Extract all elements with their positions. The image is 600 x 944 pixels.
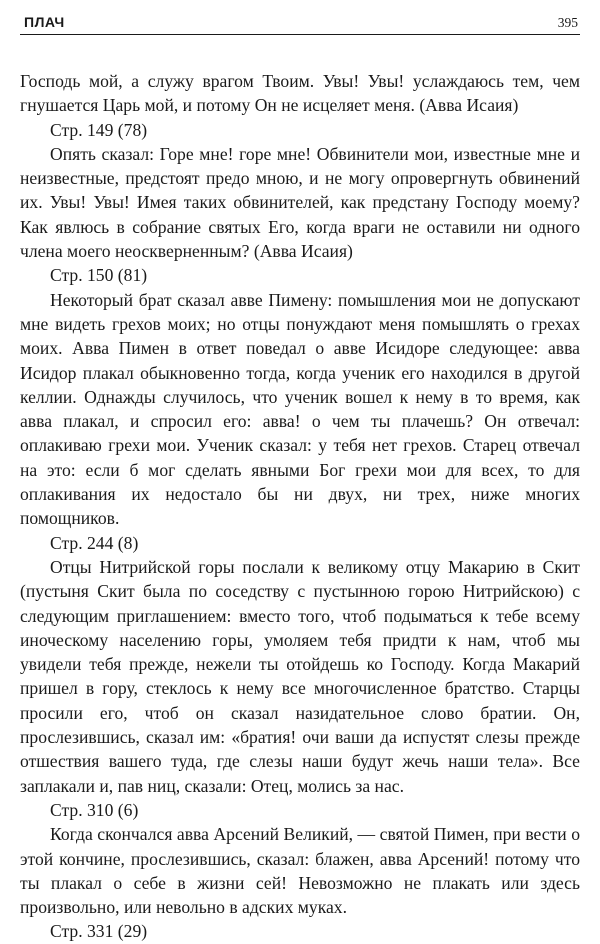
running-head: [20, 12, 580, 35]
paragraph: Опять сказал: Горе мне! горе мне! Обвинители мои, известные мне и неизвестные, предстоят предо мною, и не могу опровергнуть обвинений их. Увы! Увы! Имея таких обвинителей, как предстану Господу моему? Как явлюсь в собрание святых Его, когда враги не оставили ни одного члена моего неоскверненным? (Авва Исаия): [20, 143, 580, 262]
paragraph: Отцы Нитрийской горы послали к великому отцу Макарию в Скит (пустыня Скит была по соседству с пустынною горою Нитрийскою) с следующим приглашением: вместо того, чтоб подыматься к тебе всему иноческому населению горы, умоляем тебя придти к нам, чтоб мы увидели тебя прежде, нежели ты отойдешь ко Господу. Когда Макарий пришел в гору, стеклось к нему все многочисленное братство. Старцы просили его, чтоб он сказал назидательное слово братии. Он, прослезившись, сказал им: «братия! очи ваши да испустят слезы прежде отшествия вашего туда, где слезы наши будут жечь наши тела». Все заплакали и, пав ниц, сказали: Отец, молись за нас.: [20, 556, 580, 796]
chapter-title: ПЛАЧ: [24, 14, 65, 30]
paragraph: Когда скончался авва Арсений Великий, — святой Пимен, при вести о этой кончине, прослезившись, сказал: блажен, авва Арсений! потому что ты плакал о себе в жизни сей! Невозможно не плакать или здесь произвольно, или невольно в адских муках.: [20, 824, 580, 918]
book-page: [20, 0, 580, 942]
body-text: [20, 69, 580, 944]
source-reference: Стр. 150 (81): [50, 265, 148, 286]
source-reference: Стр. 149 (78): [50, 119, 148, 140]
page-number: 395: [557, 15, 578, 30]
source-reference: Стр. 331 (29): [50, 921, 148, 942]
paragraph: Господь мой, а служу врагом Твоим. Увы! Увы! услаждаюсь тем, чем гнушается Царь мой, и потому Он не исцеляет меня. (Авва Исаия): [20, 71, 580, 116]
paragraph: Некоторый брат сказал авве Пимену: помышления мои не допускают мне видеть грехов моих; но отцы понуждают меня помышлять о грехах моих. Авва Пимен в ответ поведал о авве Исидоре следующее: авва Исидор плакал обыкновенно тогда, когда ученик его находился в другой келлии. Однажды случилось, что ученик вошел к нему в то время, как авва плакал, и спросил его: авва! о чем ты плачешь? Он отвечал: оплакиваю грехи мои. Ученик сказал: у тебя нет грехов. Старец отвечал на это: если б мог сделать явными Бог грехи мои для всех, то для оплакивания их недостало бы ни двух, ни трех, ниже многих помощников.: [20, 289, 580, 529]
source-reference: Стр. 310 (6): [50, 799, 139, 820]
source-reference: Стр. 244 (8): [50, 532, 139, 553]
